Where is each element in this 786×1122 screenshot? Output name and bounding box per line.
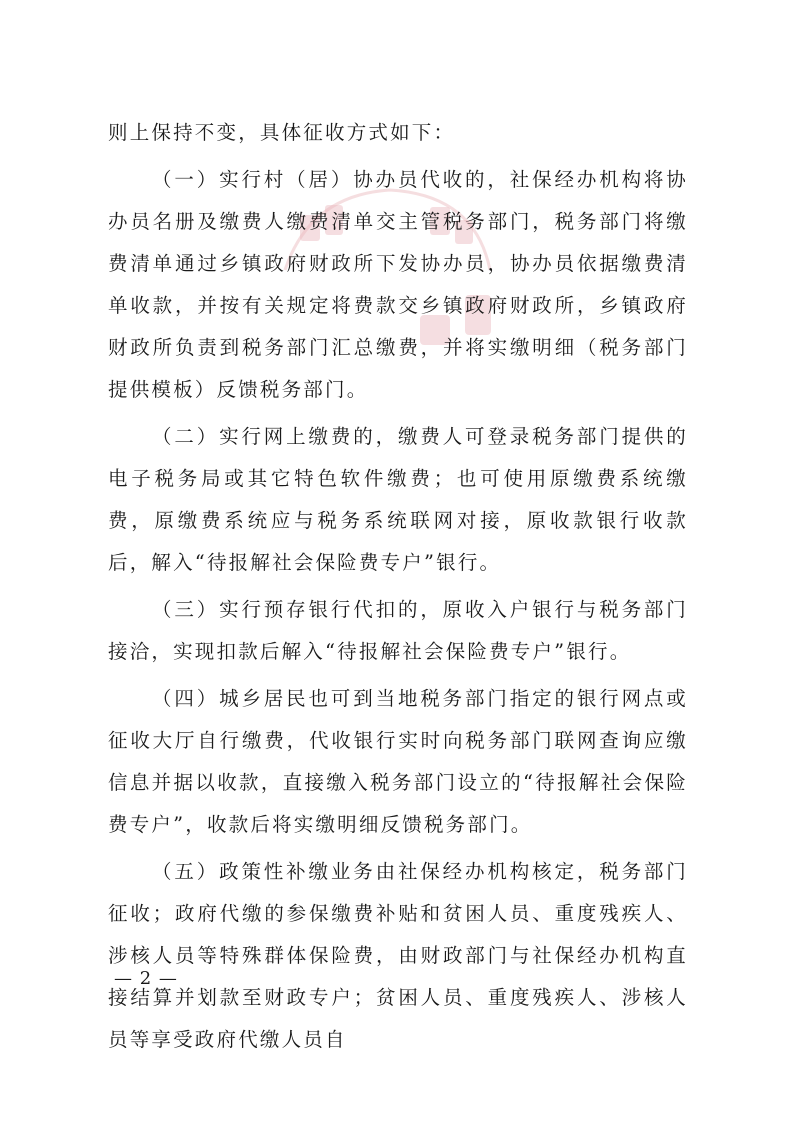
paragraph-item-1: （一）实行村（居）协办员代收的，社保经办机构将协办员名册及缴费人缴费清单交主管税务部门，税务部门将缴费清单通过乡镇政府财政所下发协办员，协办员依据缴费清单收款，并按有关规定将费款交乡镇政府财政所，乡镇政府财政所负责到税务部门汇总缴费，并将实缴明细（税务部门提供模板）反馈税务部门。: [108, 168, 688, 401]
page-number: — 2 —: [114, 968, 178, 989]
paragraph-item-3: （三）实行预存银行代扣的，原收入户银行与税务部门接洽，实现扣款后解入“待报解社会保险费专户”银行。: [108, 598, 688, 663]
paragraph-item-2: （二）实行网上缴费的，缴费人可登录税务部门提供的电子税务局或其它特色软件缴费；也可使用原缴费系统缴费，原缴费系统应与税务系统联网对接，原收款银行收款后，解入“待报解社会保险费专户”银行。: [108, 425, 688, 574]
paragraph-item-5: （五）政策性补缴业务由社保经办机构核定，税务部门征收；政府代缴的参保缴费补贴和贫困人员、重度残疾人、涉核人员等特殊群体保险费，由财政部门与社保经办机构直接结算并划款至财政专户；贫困人员、重度残疾人、涉核人员等享受政府代缴人员自: [108, 860, 688, 1051]
document-body: [108, 112, 688, 1061]
paragraph-continuation: 则上保持不变，具体征收方式如下：: [108, 121, 456, 144]
paragraph-item-4: （四）城乡居民也可到当地税务部门指定的银行网点或征收大厅自行缴费，代收银行实时向税务部门联网查询应缴信息并据以收款，直接缴入税务部门设立的“待报解社会保险费专户”，收款后将实缴明细反馈税务部门。: [108, 687, 688, 836]
